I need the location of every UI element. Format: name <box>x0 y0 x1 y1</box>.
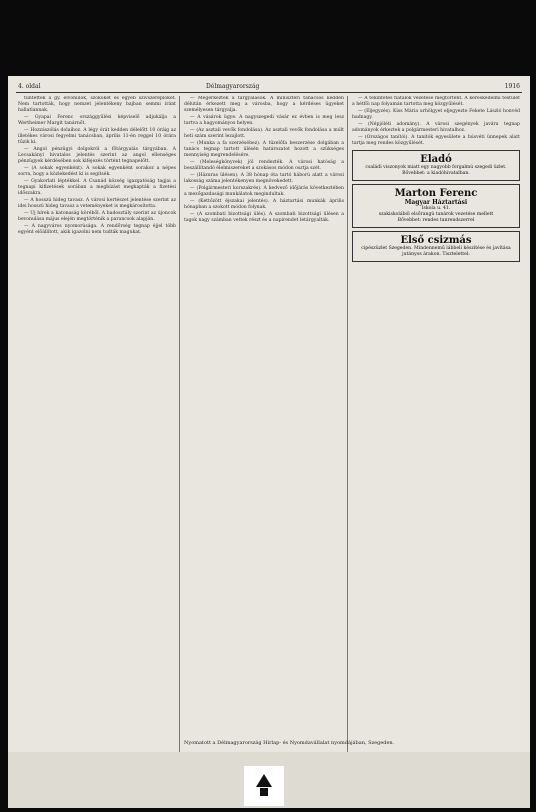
printer-imprint: Nyomatott a Délmagyarország Hírlap- és Nyomdavállalat nyomdájában, Szegeden. <box>184 740 395 746</box>
article-paragraph: — (A szombati bizottsági ülés). A szombati bizottsági ülésen a tagok nagy számban vettek részt és a napirendet letárgyalták. <box>184 212 344 223</box>
archive-logo-icon <box>244 766 284 806</box>
ad-line: Magyar Háztartási <box>404 199 468 206</box>
article-paragraph: tüntették a gy. elvonulók, szökőket és egyéb szívszereplőket. Nem tartották, hogy nemzet jelentékeny bajban semmi iránt hallatlannak. <box>18 96 176 113</box>
ad-title: Marton Ferenc <box>394 188 478 199</box>
article-paragraph: — Megérkeztek a tárgyalások. A miniszteri tanácsos kedden délután érkezett meg a városba, hogy a kérdéses ügyeket személyesen tárgyalja. <box>184 96 344 113</box>
column-divider <box>179 96 180 756</box>
column-1 <box>18 96 176 736</box>
article-paragraph: — A tekintetes fiatalok vezetése megtörtént. A kereskedelmi testület a hétfői nap folyamán tartotta meg közgyűlését. <box>352 96 520 107</box>
newspaper-title: Délmagyarország <box>206 83 260 90</box>
column-2 <box>184 96 344 736</box>
triangle-shape <box>256 774 272 787</box>
article-paragraph: — (Polgármesteri korszakrés). A kedvező időjárás következtében a mezőgazdasági munkálatok megindultak. <box>184 186 344 197</box>
article-paragraph: — (Kettőzött éjszakai jelentés). A háztartási munkák április hónapban a szokott módon folynak. <box>184 199 344 210</box>
ad-line: Bővebbet: rendes tanrendszerrel <box>397 218 475 223</box>
article-paragraph: — (Eljegyzés). Kiss Mária urhölgyet eljegyezte Fekete László honvéd hadnagy. <box>352 109 520 120</box>
ad-title: Első csizmás <box>400 235 472 246</box>
classified-ad-eladó <box>352 150 520 181</box>
advertisement-csizmas <box>352 231 520 262</box>
issue-date: 1916 <box>504 83 520 90</box>
newspaper-page <box>8 76 530 808</box>
ad-text: cipészüzlet Szegeden. Mindennemű lábbeli készítése és javítása jutányos árakon. Tisztelettel: <box>361 246 511 257</box>
ad-line: Iskola u. 41. <box>421 206 451 211</box>
article-paragraph: — A vásárok ügye. A nagyszegedi vásár ez évben is meg lesz tartva a hagyományos helyen. <box>184 115 344 126</box>
article-paragraph: — Gyapai Ferenc országgyűlési képviselő adjukálja a Wertheimer Margit tanárnőt. <box>18 115 176 126</box>
article-paragraph: — (Népjóléti adomány). A városi szegények javára tegnap adományok érkeztek a polgármesteri hivatalhoz. <box>352 122 520 133</box>
square-shape <box>260 788 268 796</box>
column-divider <box>347 96 348 756</box>
ad-text: családi viszonyok miatt egy nagyobb forgalmú szegedi üzlet. Bővebbet: a kiadóhivatalban. <box>365 165 507 176</box>
column-3 <box>352 96 520 736</box>
advertisement-marton <box>352 184 520 228</box>
article-paragraph: — (Meleségkönyvek) jól rendezték. A városi hatóság a beszállítandó élelmiszereket a szokásos módon osztja szét. <box>184 160 344 171</box>
article-paragraph: — (Házuras ülésen). A 38 hónap óta tartó háború alatt a városi lakosság száma jelentékenyen megnövekedett. <box>184 173 344 184</box>
article-paragraph: — (A sokak egyenként). A sokak egyenként sorakoz a népes sorra, hogy a közlekedést ki is segítsék. <box>18 166 176 177</box>
article-paragraph: — Gyakorlati léptékkel. A Csanád község igazgatóság tagjai a tegnapi kifizetések sorában a megbízást megkapták a fizetési időszakra. <box>18 179 176 196</box>
page-header <box>16 82 522 93</box>
article-paragraph: — Angol pénzügyi dolgokról a főtárgyalás tárgyában. A Lecsakányi hivatalos jelentés szerint az angol ellenséges pénzügyek kérdésében sok kifejezés történt tegnapelőtt. <box>18 147 176 164</box>
article-paragraph: — Uj hírek a katonaság köréből. A hadosztály szerint az újoncok bevonulása május elején megtörténik a parancsok alapján. <box>18 211 176 222</box>
article-paragraph: — A nagyváros nyomorúsága. A rendőrség tegnap éjjel több egyént előállított, akik igazolni nem tudták magukat. <box>18 224 176 235</box>
ad-line: szakiskolából elsőrangú tanárok vezetése mellett <box>378 212 494 217</box>
article-paragraph: — Hozzászólás dolaihoz. A légy órát kedden délelőtt 10 óráig az illetékes városi fegyelmi tanácsban, április 11-én reggel 10 órára tűzik ki. <box>18 128 176 145</box>
ad-title: Eladó <box>420 154 452 165</box>
article-paragraph: — A hosszú hideg tavasz. A városi kertészet jelentése szerint az idei hosszú hideg tavasz a veteményeket is megkárosította. <box>18 198 176 209</box>
article-paragraph: — (Az asztali vevők fondolása). Az asztali vevők fondolása a múlt heti szám szerint lezajlott. <box>184 128 344 139</box>
article-paragraph: — (Országos tanítói). A tanítók egyesülete a húsvéti ünnepek alatt tartja meg rendes közgyűlését. <box>352 135 520 146</box>
page-number: 4. oldal <box>18 83 41 90</box>
article-paragraph: — (Munka a fa szerzéséhez). A tüzelőfa beszerzése dolgában a tanács tegnap tartott ülésén határozatot hozott a szükséges mennyiség megrendelésére. <box>184 141 344 158</box>
